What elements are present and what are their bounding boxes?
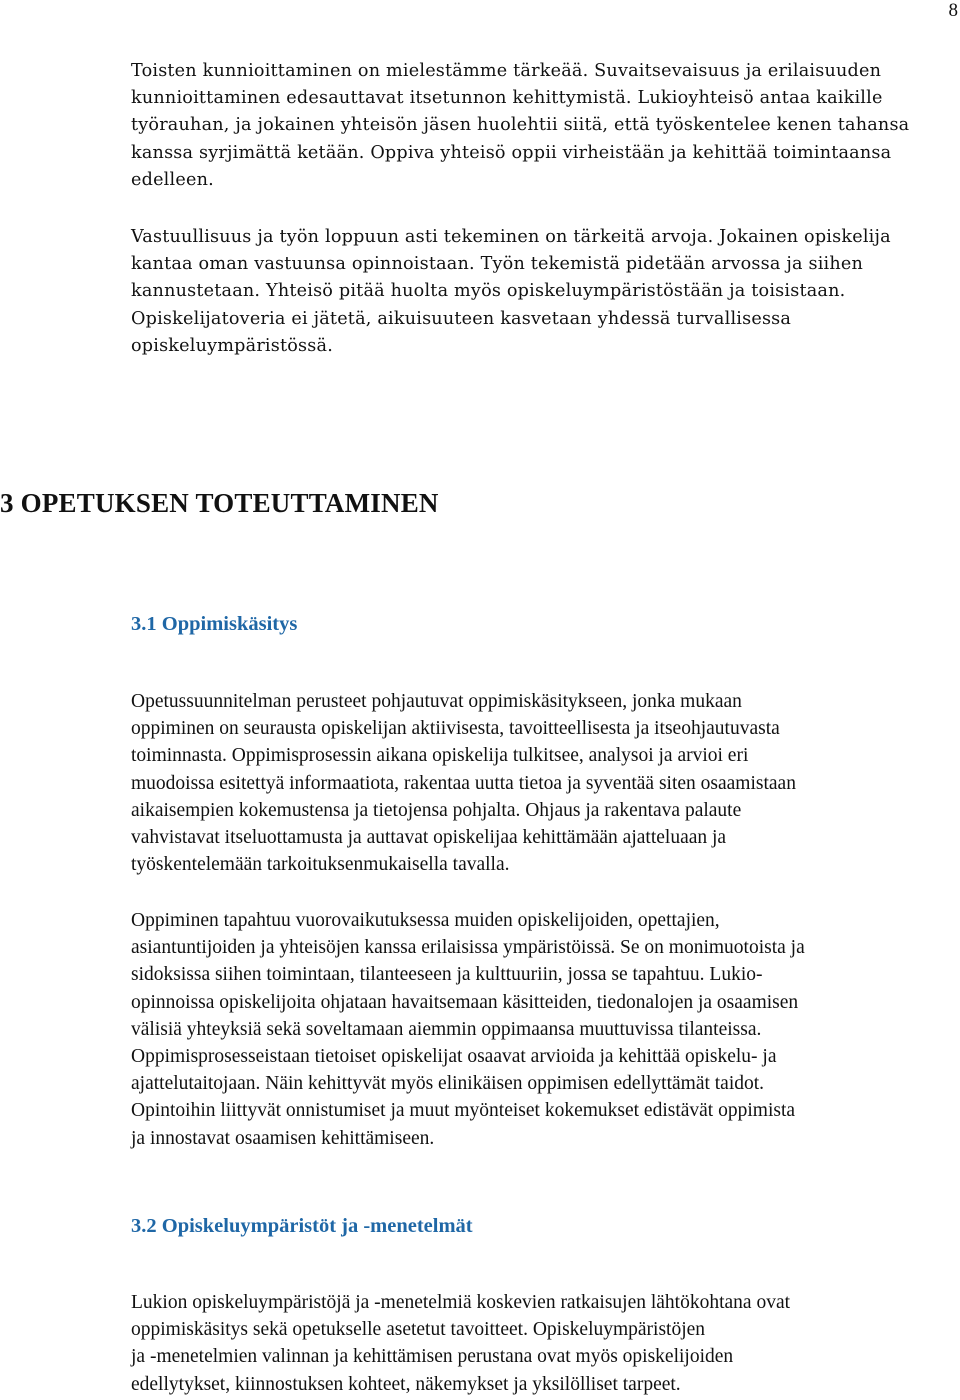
page-number: 8 [948,0,958,21]
chapter-heading: 3 OPETUKSEN TOTEUTTAMINEN [0,488,439,518]
section-heading-learning-concept: 3.1 Oppimiskäsitys [131,613,298,635]
paragraph-responsibility: Vastuullisuus ja työn loppuun asti tekeminen on tärkeitä arvoja. Jokainen opiskelija kantaa oman vastuunsa opinnoistaan. Työn tekemistä pidetään arvossa ja siihen kannustetaan. Yhteisö pitää huolta myös opiskeluympäristöstään ja toisistaan. Opiskelijatoveria ei jätetä, aikuisuuteen kasvetaan yhdessä turvallisessa opiskeluympäristössä. [131,227,891,356]
paragraph-interaction: Oppiminen tapahtuu vuorovaikutuksessa muiden opiskelijoiden, opettajien, asiantuntijoiden ja yhteisöjen kanssa erilaisissa ympäristöissä. Se on monimuotoista ja sidoksissa siihen toimintaan, tilanteeseen ja kulttuuriin, jossa se tapahtuu. Lukio- opinnoissa opiskelijoita ohjataan havaitsemaan käsitteiden, tiedonalojen ja osaamisen välisiä yhteyksiä sekä soveltamaan aiemmin oppimaansa muuttuvissa tilanteissa. Oppimisprosesseistaan tietoiset opiskelijat osaavat arvioida ja kehittää opiskelu- ja ajattelutaitojaan. Näin kehittyvät myös elinikäisen oppimisen edellyttämät taidot. Opintoihin liittyvät onnistumiset ja muut myönteiset kokemukset edistävät oppimista ja innostavat osaamisen kehittämiseen. [131,910,805,1149]
paragraph-learning-concept: Opetussuunnitelman perusteet pohjautuvat oppimiskäsitykseen, jonka mukaan oppiminen on seurausta opiskelijan aktiivisesta, tavoitteellisesta ja itseohjautuvasta toiminnasta. Oppimisprosessin aikana opiskelija tulkitsee, analysoi ja arvioi eri muodoissa esitettyä informaatiota, rakentaa uutta tietoa ja syventää siten osaamistaan aikaisempien kokemustensa ja tietojensa pohjalta. Ohjaus ja rakentava palaute vahvistavat itseluottamusta ja auttavat opiskelijaa kehittämään ajatteluaan ja työskentelemään tarkoituksenmukaisella tavalla. [131,691,796,876]
paragraph-study-environments: Lukion opiskeluympäristöjä ja -menetelmiä koskevien ratkaisujen lähtökohtana ovat oppimiskäsitys sekä opetukselle asetetut tavoitteet. Opiskeluympäristöjen ja -menetelmien valinnan ja kehittämisen perustana ovat myös opiskelijoiden edellytykset, kiinnostuksen kohteet, näkemykset ja yksilölliset tarpeet. [131,1292,791,1395]
section-heading-study-environments: 3.2 Opiskeluympäristöt ja -menetelmät [131,1215,473,1237]
paragraph-respect: Toisten kunnioittaminen on mielestämme tärkeää. Suvaitsevaisuus ja erilaisuuden kunnioittaminen edesauttavat itsetunnon kehittymistä. Lukioyhteisö antaa kaikille työrauhan, ja jokainen yhteisön jäsen huolehtii siitä, että työskentelee kenen tahansa kanssa syrjimättä ketään. Oppiva yhteisö oppii virheistään ja kehittää toimintaansa edelleen. [131,61,910,190]
